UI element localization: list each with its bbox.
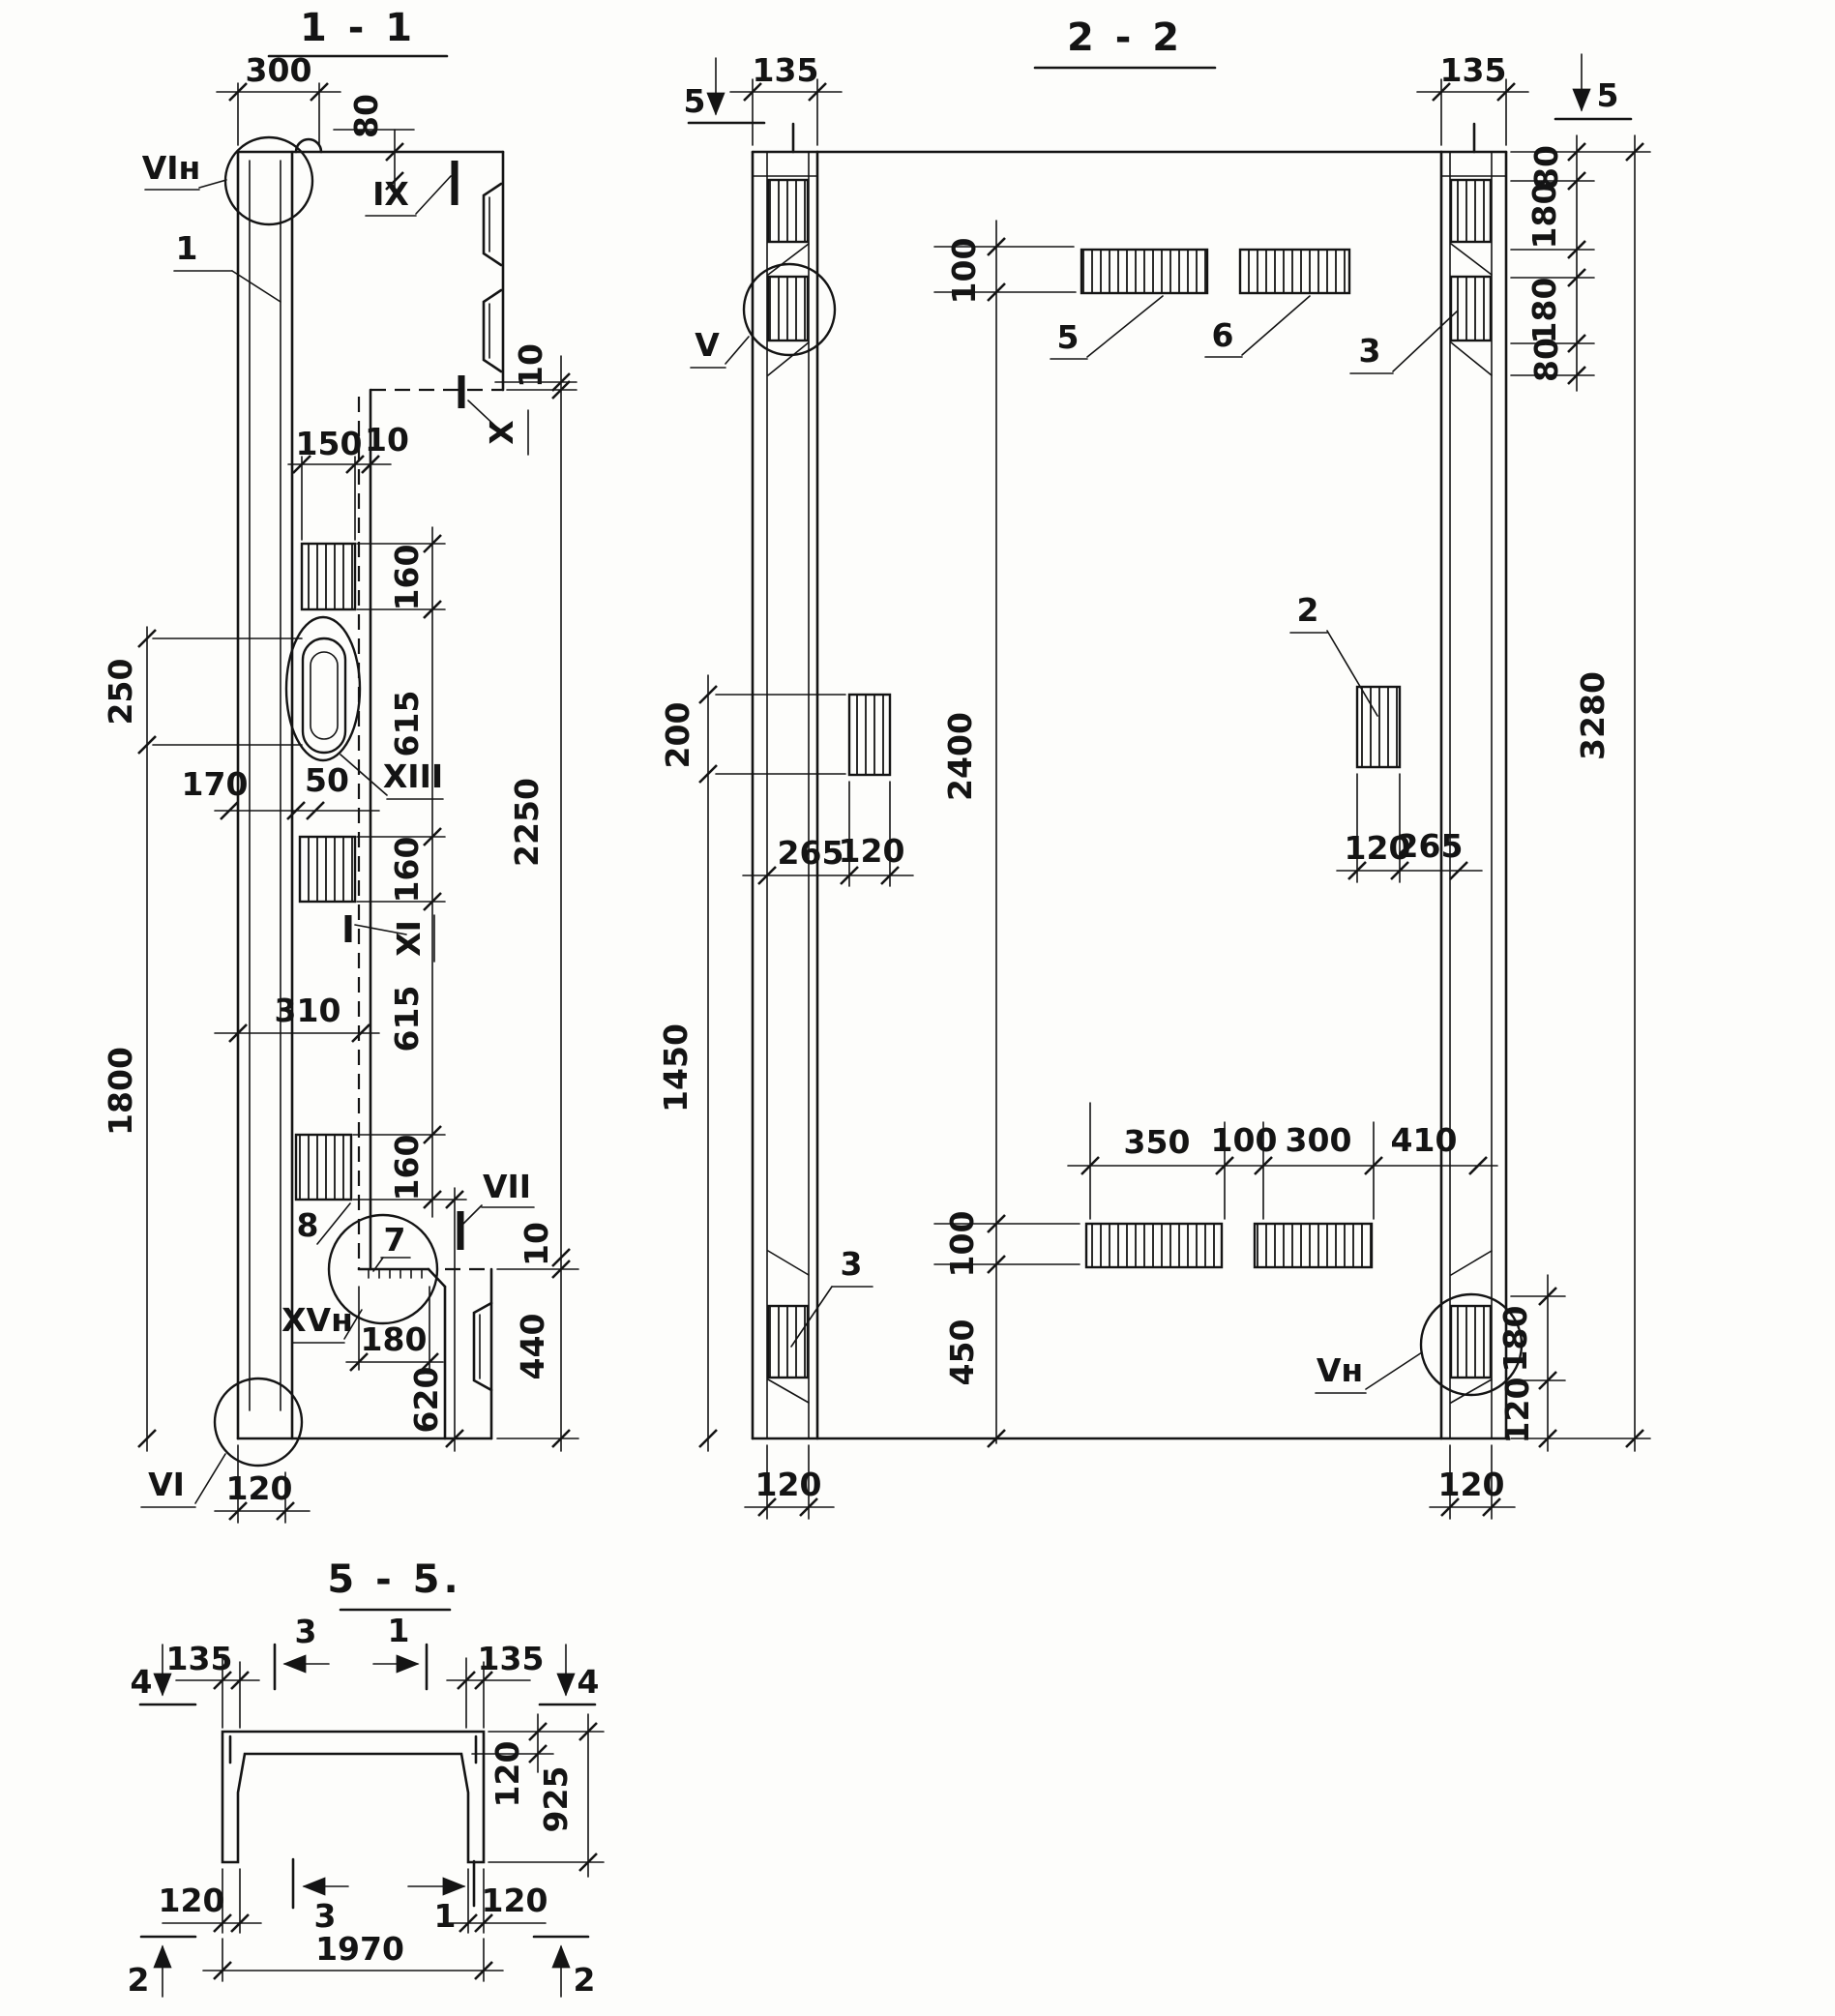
dim-620: 620 xyxy=(407,1366,445,1434)
dim-170: 170 xyxy=(181,765,249,803)
dim-120-right: 120 xyxy=(1344,829,1411,867)
dim-10c: 10 xyxy=(518,1222,555,1266)
dim-265-right: 265 xyxy=(1396,827,1464,865)
section-marker-1-top: 1 xyxy=(387,1612,410,1649)
section-title: 2 - 2 xyxy=(1066,15,1184,60)
section-marker-5-right: 5 xyxy=(1596,76,1619,114)
section-1-1-title xyxy=(269,6,447,56)
dim-300: 300 xyxy=(1285,1121,1352,1159)
dim-120-left: 120 xyxy=(838,832,905,870)
dim-160b: 160 xyxy=(388,836,426,904)
dim-180c: 180 xyxy=(1496,1305,1534,1373)
dim-440: 440 xyxy=(514,1313,551,1380)
dim-135-left: 135 xyxy=(752,51,819,89)
part-7: 7 xyxy=(383,1221,406,1259)
dim-10a: 10 xyxy=(512,343,549,388)
section-marker-3-top: 3 xyxy=(294,1613,317,1650)
section-2-2-title xyxy=(1035,15,1215,68)
section-marker-2-left: 2 xyxy=(127,1961,150,1999)
part-1: 1 xyxy=(175,229,198,267)
dim-300: 300 xyxy=(245,51,312,89)
dim-135-right: 135 xyxy=(1439,51,1507,89)
section-marker-4-right: 4 xyxy=(577,1663,600,1701)
section-title: 5 - 5. xyxy=(327,1557,462,1602)
callout-xiii: XIII xyxy=(382,757,444,795)
dim-350: 350 xyxy=(1123,1123,1191,1161)
callout-v: V xyxy=(695,326,720,364)
dim-410: 410 xyxy=(1390,1121,1458,1159)
callout-vin: VIн xyxy=(141,149,201,187)
dim-120-col-right: 120 xyxy=(1437,1466,1505,1503)
section-2-2 xyxy=(657,15,1650,1519)
dim-615a: 615 xyxy=(388,690,426,757)
dim-100-top: 100 xyxy=(945,237,983,305)
dim-180b: 180 xyxy=(1525,277,1563,344)
slot-inner xyxy=(311,652,338,739)
dim-265-left: 265 xyxy=(777,834,844,872)
dim-180a: 180 xyxy=(1525,182,1563,250)
dim-100-mid: 100 xyxy=(1210,1121,1278,1159)
section-5-5 xyxy=(128,1557,604,1999)
callout-xvn: XVн xyxy=(281,1301,353,1339)
section-marker-5-left: 5 xyxy=(683,82,706,120)
dim-160a: 160 xyxy=(388,544,426,611)
dim-200: 200 xyxy=(659,701,696,769)
section-5-5-title xyxy=(327,1557,461,1610)
part-5: 5 xyxy=(1056,318,1080,356)
part-6: 6 xyxy=(1211,316,1234,354)
detail-circle-vi xyxy=(215,1379,302,1466)
dim-80a: 80 xyxy=(1527,145,1565,190)
dim-3280: 3280 xyxy=(1574,671,1612,760)
section-marker-1-bottom: 1 xyxy=(433,1897,457,1935)
callout-ix: IX xyxy=(372,175,409,213)
dim-150: 150 xyxy=(295,425,363,462)
callout-vn: Vн xyxy=(1316,1351,1364,1389)
slot-outer xyxy=(303,638,345,753)
dim-80b: 80 xyxy=(1527,338,1565,382)
dim-1970: 1970 xyxy=(315,1930,404,1968)
dim-120b: 120 xyxy=(158,1882,225,1919)
callout-vi: VI xyxy=(148,1466,185,1503)
embed-plates-2-2 xyxy=(849,250,1400,1267)
section-1-1 xyxy=(102,6,578,1523)
dim-180: 180 xyxy=(360,1320,428,1358)
dim-120c2: 120 xyxy=(481,1882,548,1919)
dim-80: 80 xyxy=(347,94,385,138)
dim-310: 310 xyxy=(274,992,341,1029)
dim-1800: 1800 xyxy=(102,1047,139,1136)
dim-1450: 1450 xyxy=(657,1023,695,1112)
dim-135b: 135 xyxy=(477,1640,545,1677)
part-3-right: 3 xyxy=(1358,332,1381,370)
dim-135a: 135 xyxy=(165,1640,233,1677)
callouts-1-1 xyxy=(141,137,534,1507)
dim-2400: 2400 xyxy=(941,712,979,801)
callout-x: X xyxy=(483,420,520,445)
dim-2250: 2250 xyxy=(508,778,546,867)
dim-160c: 160 xyxy=(388,1134,426,1201)
section-title: 1 - 1 xyxy=(299,6,417,50)
dim-615b: 615 xyxy=(388,985,426,1052)
section-marker-2-right: 2 xyxy=(573,1961,596,1999)
part-8: 8 xyxy=(296,1206,319,1244)
dim-10b: 10 xyxy=(365,421,409,459)
section-marker-3-bottom: 3 xyxy=(313,1897,337,1935)
dim-50: 50 xyxy=(305,761,349,799)
embed-plates-1-1 xyxy=(296,544,355,1200)
dim-120a: 120 xyxy=(488,1740,526,1808)
dim-120: 120 xyxy=(225,1469,293,1507)
part-3-left: 3 xyxy=(840,1245,863,1283)
dim-100-bot: 100 xyxy=(943,1210,981,1278)
section-marker-4-left: 4 xyxy=(130,1663,153,1701)
part-2: 2 xyxy=(1296,591,1319,629)
dim-450: 450 xyxy=(943,1319,981,1386)
dim-120-col-left: 120 xyxy=(755,1466,822,1503)
callout-xi: XI xyxy=(390,920,428,957)
channel-outline-5-5 xyxy=(222,1732,484,1862)
dim-250: 250 xyxy=(102,658,139,726)
dim-120c: 120 xyxy=(1498,1377,1536,1444)
callout-vii: VII xyxy=(482,1168,532,1205)
dimensions-5-5 xyxy=(128,1612,604,1999)
dim-925: 925 xyxy=(537,1765,575,1833)
